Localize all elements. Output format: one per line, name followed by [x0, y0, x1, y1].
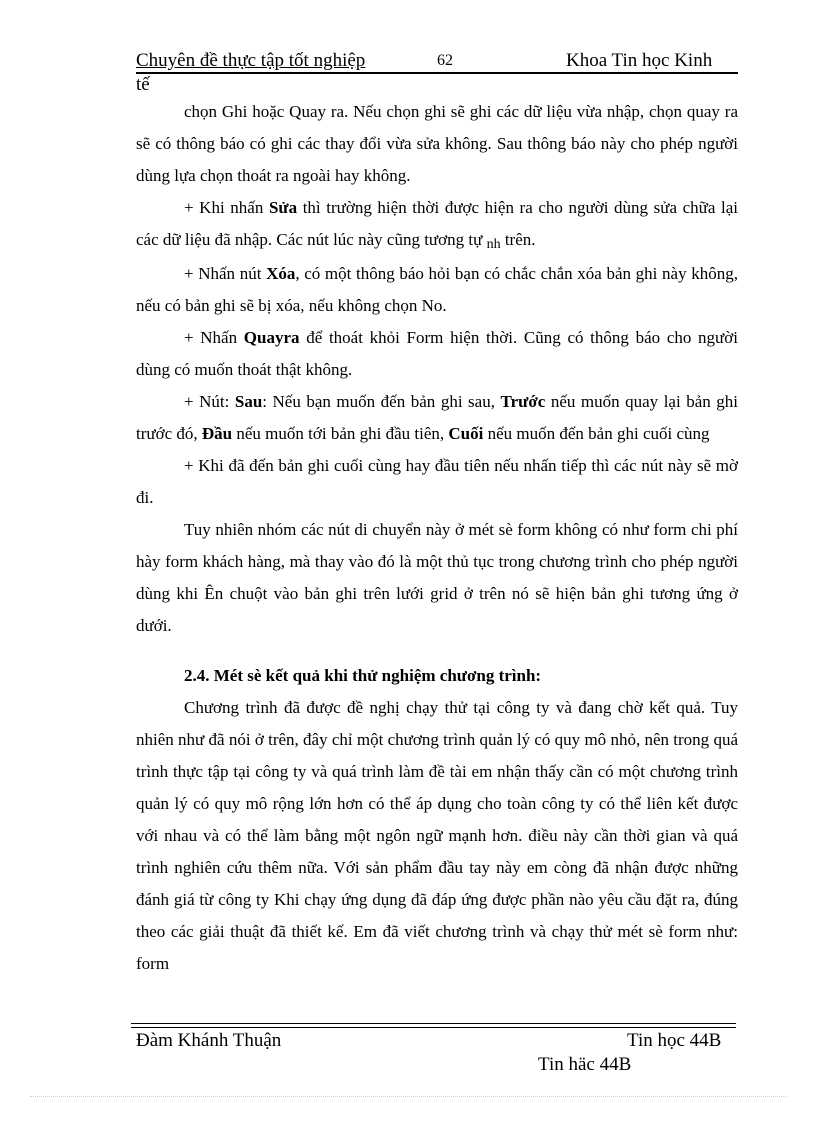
text-run: + Nút: — [184, 392, 235, 411]
header-department: Khoa Tin học Kinh — [566, 50, 713, 71]
paragraph-list — [136, 96, 738, 642]
paragraph — [136, 96, 738, 192]
bold-term: Quayra — [243, 328, 300, 347]
text-run: nếu muốn đến bản ghi cuối cùng — [483, 424, 710, 443]
text-run: Tuy nhiên nhóm các nút di chuyển này ở mét sè form không có như form chi phí hày form khách hàng, mà thay vào đó là một thủ tục trong chương trình cho phép người dùng khi Ên chuột vào bản ghi trên lưới grid ở trên nó sẽ hiện bản ghi tương ứng ở dưới. — [136, 520, 738, 635]
bold-term: Đầu — [201, 424, 233, 443]
footer-rule-top — [131, 1023, 736, 1024]
text-run: , có một thông báo hỏi bạn có chắc chắn xóa bản ghi này không, nếu có bản ghi sẽ bị xóa, nếu không chọn No. — [136, 264, 738, 315]
text-run: trên. — [500, 230, 536, 249]
body-text — [136, 96, 738, 980]
paragraph — [136, 322, 738, 386]
text-run: nếu muốn quay lại bản ghi trước đó, — [136, 392, 738, 443]
paragraph — [136, 514, 738, 642]
page-bottom-dotted-line — [30, 1096, 786, 1097]
final-paragraph: Chương trình đã được đề nghị chạy thử tại công ty và đang chờ kết quả. Tuy nhiên như đã nói ở trên, đây chỉ một chương trình quản lý có quy mô nhỏ, nên trong quá trình thực tập tại công ty và quá trình làm đề tài em nhận thấy cần có một chương trình quản lý có quy mô rộng lớn hơn có thể áp dụng cho toàn công ty có thể liên kết được với nhau và có thể làm bằng một ngôn ngữ mạnh hơn. điều này cần thời gian và quá trình nghiên cứu thêm nữa. Với sản phẩm đầu tay này em còng đã nhận được những đánh giá từ công ty Khi chạy ứng dụng đã đáp ứng được phần nào yêu cầu đặt ra, đúng theo các giải thuật đã thiết kế. Em đã viết chương trình và chạy thử mét sè form như: form — [136, 698, 738, 973]
header-department-wrap: tế — [136, 74, 150, 95]
text-run: chọn Ghi hoặc Quay ra. Nếu chọn ghi sẽ ghi các dữ liệu vừa nhập, chọn quay ra sẽ có thông báo có ghi các thay đổi vừa sửa không. Sau thông báo này cho phép người dùng lựa chọn thoát ra ngoài hay không. — [136, 102, 738, 185]
text-run: : Nếu bạn muốn đến bản ghi sau, — [262, 392, 501, 411]
bold-term: Trước — [500, 392, 546, 411]
section-heading: 2.4. Mét sè kết quả khi thử nghiệm chương trình: — [184, 666, 542, 685]
text-run: + Khi nhấn — [184, 198, 269, 217]
text-run: nh — [486, 237, 501, 252]
footer-rule-bottom — [131, 1027, 736, 1028]
bold-term: Sau — [234, 392, 263, 411]
footer-author: Đàm Khánh Thuận — [136, 1030, 282, 1051]
footer-class-duplicate: Tin häc 44B — [538, 1054, 632, 1075]
header-title: Chuyên đề thực tập tốt nghiệp — [136, 50, 366, 71]
header-rule — [136, 72, 738, 74]
paragraph — [136, 192, 738, 258]
bold-term: Xóa — [266, 264, 296, 283]
text-run: thì trường hiện thời được hiện ra cho người dùng sửa chữa lại các dữ liệu đã nhập. Các nút lúc này cũng tương tự — [136, 198, 738, 249]
text-run: + Nhấn nút — [184, 264, 267, 283]
page-number: 62 — [437, 52, 453, 69]
text-run: + Nhấn — [184, 328, 244, 347]
bold-term: Sửa — [268, 198, 298, 217]
footer-class: Tin học 44B — [627, 1030, 722, 1051]
paragraph — [136, 386, 738, 450]
text-run: + Khi đã đến bản ghi cuối cùng hay đầu tiên nếu nhấn tiếp thì các nút này sẽ mờ đi. — [136, 456, 738, 507]
text-run: nếu muốn tới bản ghi đầu tiên, — [232, 424, 449, 443]
paragraph — [136, 258, 738, 322]
text-run: để thoát khỏi Form hiện thời. Cũng có thông báo cho người dùng có muốn thoát thật không. — [136, 328, 738, 379]
paragraph — [136, 450, 738, 514]
bold-term: Cuối — [448, 424, 484, 443]
